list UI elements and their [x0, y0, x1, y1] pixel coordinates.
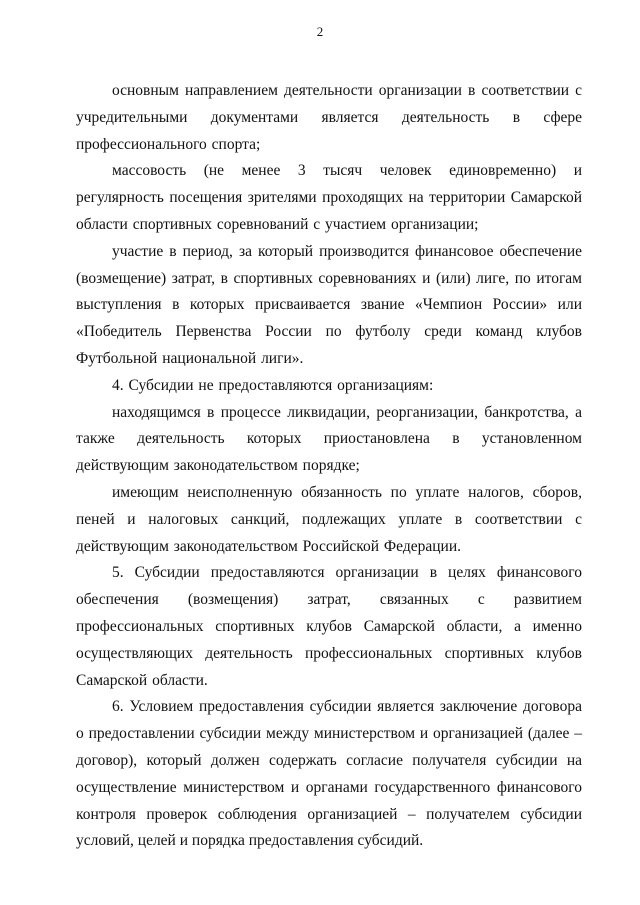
paragraph-section-5: 5. Субсидии предоставляются организации в целях финансового обеспечения (возмещения) затрат, связанных с развитием профессиональных спортивных клубов Самарской области, а именно осуществляющих деятельность профессиональных спортивных клубов Самарской области. [76, 564, 582, 689]
paragraph-tax-obligations: имеющим неисполненную обязанность по уплате налогов, сборов, пеней и налоговых санкций, подлежащих уплате в соответствии с действующим законодательством Российской Федерации. [76, 483, 582, 555]
paragraph-liquidation: находящимся в процессе ликвидации, реорганизации, банкротства, а также деятельность которых приостановлена в установленном действующим законодательством порядке; [76, 403, 582, 475]
paragraph-main-activity: основным направлением деятельности организации в соответствии с учредительными документами является деятельность в сфере профессионального спорта; [76, 82, 582, 153]
paragraph-competition-participation: участие в период, за который производится финансовое обеспечение (возмещение) затрат, в спортивных соревнованиях и (или) лиге, по итогам выступления в которых присваивается звание «Чемпион России» или «Победитель Первенства России по футболу среди команд клубов Футбольной национальной лиги». [76, 242, 582, 367]
paragraph-section-6: 6. Условием предоставления субсидии является заключение договора о предоставлении субсидии между министерством и организацией (далее – договор), который должен содержать согласие получателя субсидии на осуществление министерством и органами государственного финансового контроля проверок соблюдения организацией – получателем субсидии условий, целей и порядка предоставления субсидий. [76, 698, 582, 850]
paragraph-section-4-heading: 4. Субсидии не предоставляются организациям: [112, 376, 434, 394]
paragraph-attendance: массовость (не менее 3 тысяч человек единовременно) и регулярность посещения зрителями проходящих на территории Самарской области спортивных соревнований с участием организации; [76, 162, 582, 233]
page-number: 2 [316, 24, 324, 39]
document-body [76, 78, 582, 855]
